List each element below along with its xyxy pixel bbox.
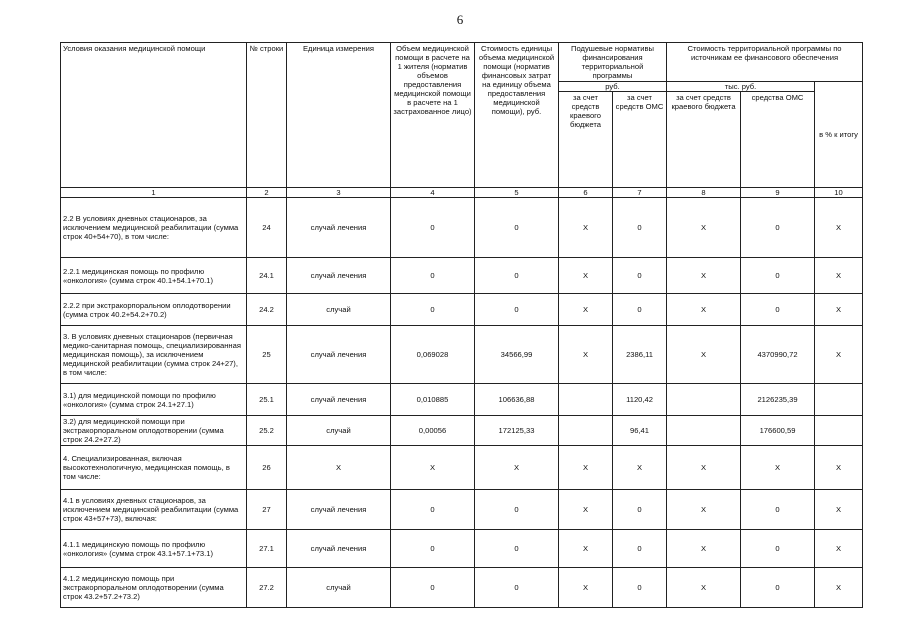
row-value-cell: X xyxy=(815,258,863,294)
header-pct-total: в % к итогу xyxy=(815,82,863,188)
table-row xyxy=(61,446,863,490)
row-value-cell: X xyxy=(475,446,559,490)
row-value-cell: случай лечения xyxy=(287,326,391,384)
table-row xyxy=(61,294,863,326)
row-value-cell: 0 xyxy=(741,198,815,258)
row-value-cell: 0 xyxy=(391,568,475,608)
col-number: 6 xyxy=(559,188,613,198)
row-value-cell: X xyxy=(559,294,613,326)
row-value-cell: 0 xyxy=(741,258,815,294)
row-value-cell: 0 xyxy=(613,258,667,294)
row-value-cell: 0 xyxy=(475,568,559,608)
row-value-cell: X xyxy=(667,568,741,608)
row-value-cell: 27 xyxy=(247,490,287,530)
row-value-cell: 34566,99 xyxy=(475,326,559,384)
row-value-cell: X xyxy=(667,326,741,384)
header-oms-2: средства ОМС xyxy=(741,92,815,188)
row-value-cell: 0 xyxy=(475,198,559,258)
row-name-cell: 2.2.2 при экстракорпоральном оплодотворении (сумма строк 40.2+54.2+70.2) xyxy=(61,294,247,326)
col-number: 4 xyxy=(391,188,475,198)
row-value-cell: 0 xyxy=(475,490,559,530)
row-value-cell: 0 xyxy=(741,568,815,608)
row-value-cell: 27.1 xyxy=(247,530,287,568)
table-row xyxy=(61,416,863,446)
row-value-cell: X xyxy=(559,258,613,294)
header-rub: руб. xyxy=(559,82,667,92)
row-name-cell: 2.2.1 медицинская помощь по профилю «онкология» (сумма строк 40.1+54.1+70.1) xyxy=(61,258,247,294)
table-row xyxy=(61,384,863,416)
row-value-cell: 0 xyxy=(613,294,667,326)
table-row xyxy=(61,198,863,258)
header-conditions: Условия оказания медицинской помощи xyxy=(61,43,247,188)
table-row xyxy=(61,490,863,530)
row-value-cell: 176600,59 xyxy=(741,416,815,446)
table-row xyxy=(61,326,863,384)
row-value-cell: X xyxy=(559,490,613,530)
row-value-cell: случай xyxy=(287,568,391,608)
row-value-cell: 27.2 xyxy=(247,568,287,608)
row-value-cell: случай лечения xyxy=(287,490,391,530)
row-value-cell: X xyxy=(667,294,741,326)
row-value-cell: 25.1 xyxy=(247,384,287,416)
row-value-cell: X xyxy=(815,568,863,608)
row-value-cell: X xyxy=(815,490,863,530)
row-value-cell: 0,010885 xyxy=(391,384,475,416)
row-value-cell: 0 xyxy=(391,490,475,530)
row-value-cell: случай xyxy=(287,416,391,446)
row-name-cell: 2.2 В условиях дневных стационаров, за исключением медицинской реабилитации (сумма строк 40+54+70), в том числе: xyxy=(61,198,247,258)
row-name-cell: 3.2) для медицинской помощи при экстракорпоральном оплодотворении (сумма строк 24.2+27.2) xyxy=(61,416,247,446)
row-value-cell: 4370990,72 xyxy=(741,326,815,384)
header-row-no: № строки xyxy=(247,43,287,188)
row-value-cell: X xyxy=(613,446,667,490)
row-name-cell: 3.1) для медицинской помощи по профилю «онкология» (сумма строк 24.1+27.1) xyxy=(61,384,247,416)
row-value-cell: 26 xyxy=(247,446,287,490)
row-value-cell: X xyxy=(559,530,613,568)
col-number: 7 xyxy=(613,188,667,198)
row-value-cell: X xyxy=(391,446,475,490)
col-number: 3 xyxy=(287,188,391,198)
row-value-cell: случай xyxy=(287,294,391,326)
header-volume: Объем медицинской помощи в расчете на 1 жителя (норматив объемов предоставления медицинской помощи в расчете на 1 застрахованное лицо) xyxy=(391,43,475,188)
row-value-cell xyxy=(815,384,863,416)
header-total-cost: Стоимость территориальной программы по источникам ее финансового обеспечения xyxy=(667,43,863,82)
col-number: 1 xyxy=(61,188,247,198)
col-number: 9 xyxy=(741,188,815,198)
row-value-cell: X xyxy=(287,446,391,490)
row-value-cell xyxy=(815,416,863,446)
row-value-cell: 0 xyxy=(475,258,559,294)
header-budget-regional: за счет средств краевого бюджета xyxy=(559,92,613,188)
row-value-cell: X xyxy=(667,198,741,258)
page-number: 6 xyxy=(456,12,464,27)
table-row xyxy=(61,258,863,294)
row-value-cell: 106636,88 xyxy=(475,384,559,416)
row-value-cell xyxy=(559,416,613,446)
row-value-cell: X xyxy=(815,294,863,326)
row-value-cell: X xyxy=(815,198,863,258)
row-value-cell: X xyxy=(559,198,613,258)
row-value-cell: 0 xyxy=(613,530,667,568)
row-value-cell: X xyxy=(559,568,613,608)
row-value-cell: 96,41 xyxy=(613,416,667,446)
row-value-cell: X xyxy=(815,326,863,384)
row-value-cell: 0 xyxy=(475,294,559,326)
table-row xyxy=(61,568,863,608)
row-value-cell: 24.1 xyxy=(247,258,287,294)
row-value-cell: 0 xyxy=(741,530,815,568)
table-row xyxy=(61,530,863,568)
header-unit: Единица измерения xyxy=(287,43,391,188)
row-value-cell xyxy=(667,384,741,416)
col-number: 10 xyxy=(815,188,863,198)
row-value-cell: X xyxy=(667,490,741,530)
header-thous-rub: тыс. руб. xyxy=(667,82,815,92)
row-value-cell: случай лечения xyxy=(287,530,391,568)
col-number: 5 xyxy=(475,188,559,198)
row-value-cell: 0 xyxy=(613,490,667,530)
row-value-cell: 2386,11 xyxy=(613,326,667,384)
row-name-cell: 4.1.2 медицинскую помощь при экстракорпоральном оплодотворении (сумма строк 43.2+57.2+73.2) xyxy=(61,568,247,608)
row-value-cell: 0,00056 xyxy=(391,416,475,446)
row-value-cell: случай лечения xyxy=(287,258,391,294)
program-cost-table xyxy=(60,42,863,608)
row-value-cell: X xyxy=(559,446,613,490)
row-value-cell: случай лечения xyxy=(287,384,391,416)
header-budget-regional-2: за счет средств краевого бюджета xyxy=(667,92,741,188)
row-value-cell: 2126235,39 xyxy=(741,384,815,416)
row-value-cell: X xyxy=(741,446,815,490)
row-value-cell: случай лечения xyxy=(287,198,391,258)
row-value-cell: 1120,42 xyxy=(613,384,667,416)
row-value-cell: 0 xyxy=(741,294,815,326)
row-name-cell: 4. Специализированная, включая высокотехнологичную, медицинская помощь, в том числе: xyxy=(61,446,247,490)
row-value-cell: 25.2 xyxy=(247,416,287,446)
col-number: 8 xyxy=(667,188,741,198)
row-value-cell xyxy=(559,384,613,416)
row-value-cell: 0 xyxy=(741,490,815,530)
row-value-cell xyxy=(667,416,741,446)
column-numbers-row xyxy=(61,188,863,198)
row-value-cell: 172125,33 xyxy=(475,416,559,446)
row-value-cell: X xyxy=(667,446,741,490)
row-value-cell: 25 xyxy=(247,326,287,384)
row-value-cell: X xyxy=(815,530,863,568)
header-cost: Стоимость единицы объема медицинской помощи (норматив финансовых затрат на единицу объема предоставления медицинской помощи), руб. xyxy=(475,43,559,188)
row-value-cell: 0 xyxy=(613,568,667,608)
header-per-capita: Подушевые нормативы финансирования территориальной программы xyxy=(559,43,667,82)
col-number: 2 xyxy=(247,188,287,198)
row-value-cell: X xyxy=(559,326,613,384)
row-value-cell: 24 xyxy=(247,198,287,258)
row-value-cell: X xyxy=(667,530,741,568)
row-name-cell: 4.1.1 медицинскую помощь по профилю «онкология» (сумма строк 43.1+57.1+73.1) xyxy=(61,530,247,568)
row-value-cell: X xyxy=(667,258,741,294)
row-name-cell: 3. В условиях дневных стационаров (первичная медико-санитарная помощь, специализированная медицинская помощь), за исключением медицинской реабилитации (сумма строк 24+27), в том числе: xyxy=(61,326,247,384)
row-value-cell: 0,069028 xyxy=(391,326,475,384)
header-oms: за счет средств ОМС xyxy=(613,92,667,188)
row-name-cell: 4.1 в условиях дневных стационаров, за исключением медицинской реабилитации (сумма строк 43+57+73), включая: xyxy=(61,490,247,530)
row-value-cell: 0 xyxy=(391,530,475,568)
row-value-cell: 0 xyxy=(391,258,475,294)
row-value-cell: 0 xyxy=(391,294,475,326)
row-value-cell: 0 xyxy=(391,198,475,258)
row-value-cell: 24.2 xyxy=(247,294,287,326)
row-value-cell: 0 xyxy=(613,198,667,258)
row-value-cell: 0 xyxy=(475,530,559,568)
row-value-cell: X xyxy=(815,446,863,490)
